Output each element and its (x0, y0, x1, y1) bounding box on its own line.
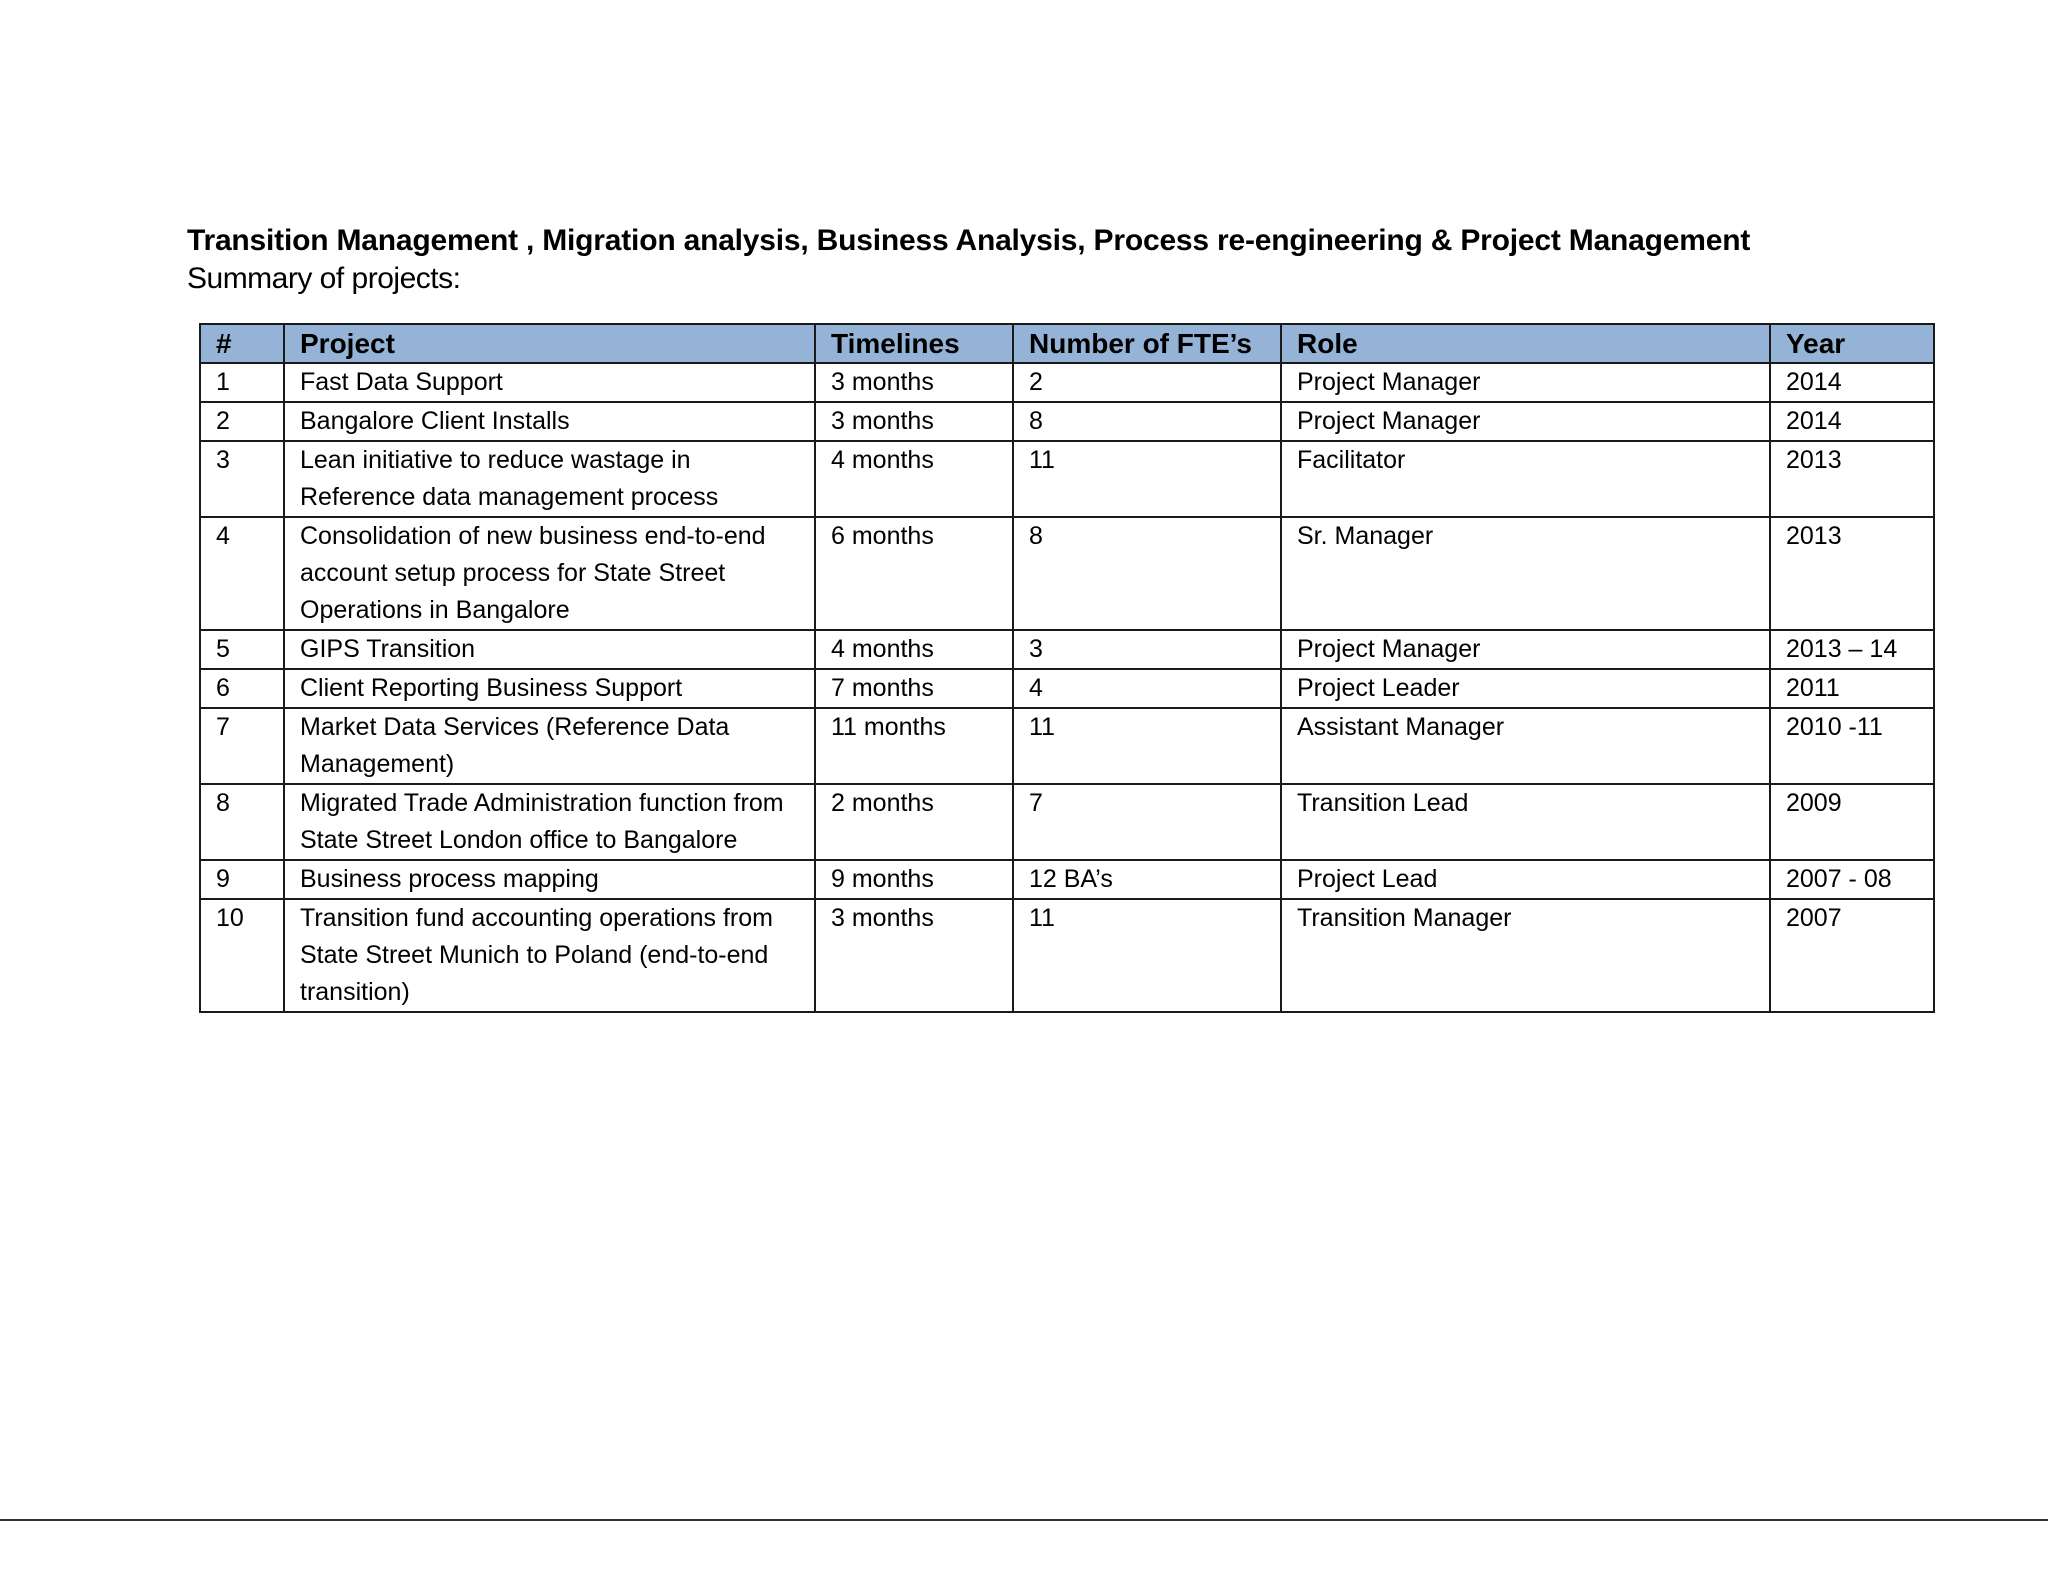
cell-role: Assistant Manager (1281, 708, 1770, 784)
column-header-project: Project (284, 324, 815, 363)
cell-project: Bangalore Client Installs (284, 402, 815, 441)
cell-year: 2013 (1770, 441, 1934, 517)
cell-role: Transition Lead (1281, 784, 1770, 860)
cell-year: 2013 – 14 (1770, 630, 1934, 669)
cell-fte: 2 (1013, 363, 1281, 402)
page-subtitle: Summary of projects: (187, 262, 461, 295)
cell-timeline: 9 months (815, 860, 1013, 899)
cell-fte: 4 (1013, 669, 1281, 708)
cell-role: Project Manager (1281, 630, 1770, 669)
cell-fte: 11 (1013, 441, 1281, 517)
cell-year: 2009 (1770, 784, 1934, 860)
cell-number: 6 (200, 669, 284, 708)
cell-timeline: 6 months (815, 517, 1013, 630)
cell-year: 2014 (1770, 363, 1934, 402)
cell-year: 2013 (1770, 517, 1934, 630)
column-header-role: Role (1281, 324, 1770, 363)
cell-year: 2014 (1770, 402, 1934, 441)
column-header-timelines: Timelines (815, 324, 1013, 363)
cell-project: Migrated Trade Administration function from State Street London office to Bangalore (284, 784, 815, 860)
cell-number: 2 (200, 402, 284, 441)
cell-timeline: 3 months (815, 363, 1013, 402)
cell-year: 2010 -11 (1770, 708, 1934, 784)
projects-table (199, 323, 1935, 1013)
cell-year: 2011 (1770, 669, 1934, 708)
cell-project: Lean initiative to reduce wastage in Reference data management process (284, 441, 815, 517)
cell-fte: 11 (1013, 708, 1281, 784)
column-header-number: # (200, 324, 284, 363)
cell-role: Project Lead (1281, 860, 1770, 899)
table-row (200, 630, 1934, 669)
cell-fte: 3 (1013, 630, 1281, 669)
cell-fte: 12 BA’s (1013, 860, 1281, 899)
cell-role: Project Manager (1281, 363, 1770, 402)
cell-number: 7 (200, 708, 284, 784)
cell-fte: 7 (1013, 784, 1281, 860)
cell-timeline: 4 months (815, 630, 1013, 669)
table-row (200, 708, 1934, 784)
cell-project: Transition fund accounting operations from State Street Munich to Poland (end-to-end transition) (284, 899, 815, 1012)
table-row (200, 441, 1934, 517)
cell-project: Client Reporting Business Support (284, 669, 815, 708)
cell-timeline: 4 months (815, 441, 1013, 517)
page-title: Transition Management , Migration analysis, Business Analysis, Process re-engineering & Project Management (187, 224, 1751, 257)
cell-fte: 8 (1013, 517, 1281, 630)
cell-year: 2007 (1770, 899, 1934, 1012)
cell-timeline: 3 months (815, 899, 1013, 1012)
cell-role: Sr. Manager (1281, 517, 1770, 630)
cell-project: Business process mapping (284, 860, 815, 899)
table-row (200, 899, 1934, 1012)
cell-role: Facilitator (1281, 441, 1770, 517)
cell-role: Transition Manager (1281, 899, 1770, 1012)
cell-number: 10 (200, 899, 284, 1012)
cell-number: 5 (200, 630, 284, 669)
cell-number: 8 (200, 784, 284, 860)
cell-number: 4 (200, 517, 284, 630)
cell-project: Consolidation of new business end-to-end account setup process for State Street Operations in Bangalore (284, 517, 815, 630)
cell-role: Project Manager (1281, 402, 1770, 441)
table-row (200, 784, 1934, 860)
table-row (200, 363, 1934, 402)
cell-year: 2007 - 08 (1770, 860, 1934, 899)
cell-timeline: 3 months (815, 402, 1013, 441)
table-header-row (200, 324, 1934, 363)
cell-timeline: 7 months (815, 669, 1013, 708)
table-row (200, 402, 1934, 441)
column-header-year: Year (1770, 324, 1934, 363)
cell-timeline: 2 months (815, 784, 1013, 860)
table-row (200, 860, 1934, 899)
cell-timeline: 11 months (815, 708, 1013, 784)
cell-number: 9 (200, 860, 284, 899)
column-header-fte: Number of FTE’s (1013, 324, 1281, 363)
cell-project: Market Data Services (Reference Data Management) (284, 708, 815, 784)
cell-fte: 11 (1013, 899, 1281, 1012)
cell-role: Project Leader (1281, 669, 1770, 708)
cell-project: Fast Data Support (284, 363, 815, 402)
cell-fte: 8 (1013, 402, 1281, 441)
table-row (200, 517, 1934, 630)
cell-number: 3 (200, 441, 284, 517)
table-row (200, 669, 1934, 708)
cell-project: GIPS Transition (284, 630, 815, 669)
cell-number: 1 (200, 363, 284, 402)
footer-divider (0, 1519, 2048, 1521)
